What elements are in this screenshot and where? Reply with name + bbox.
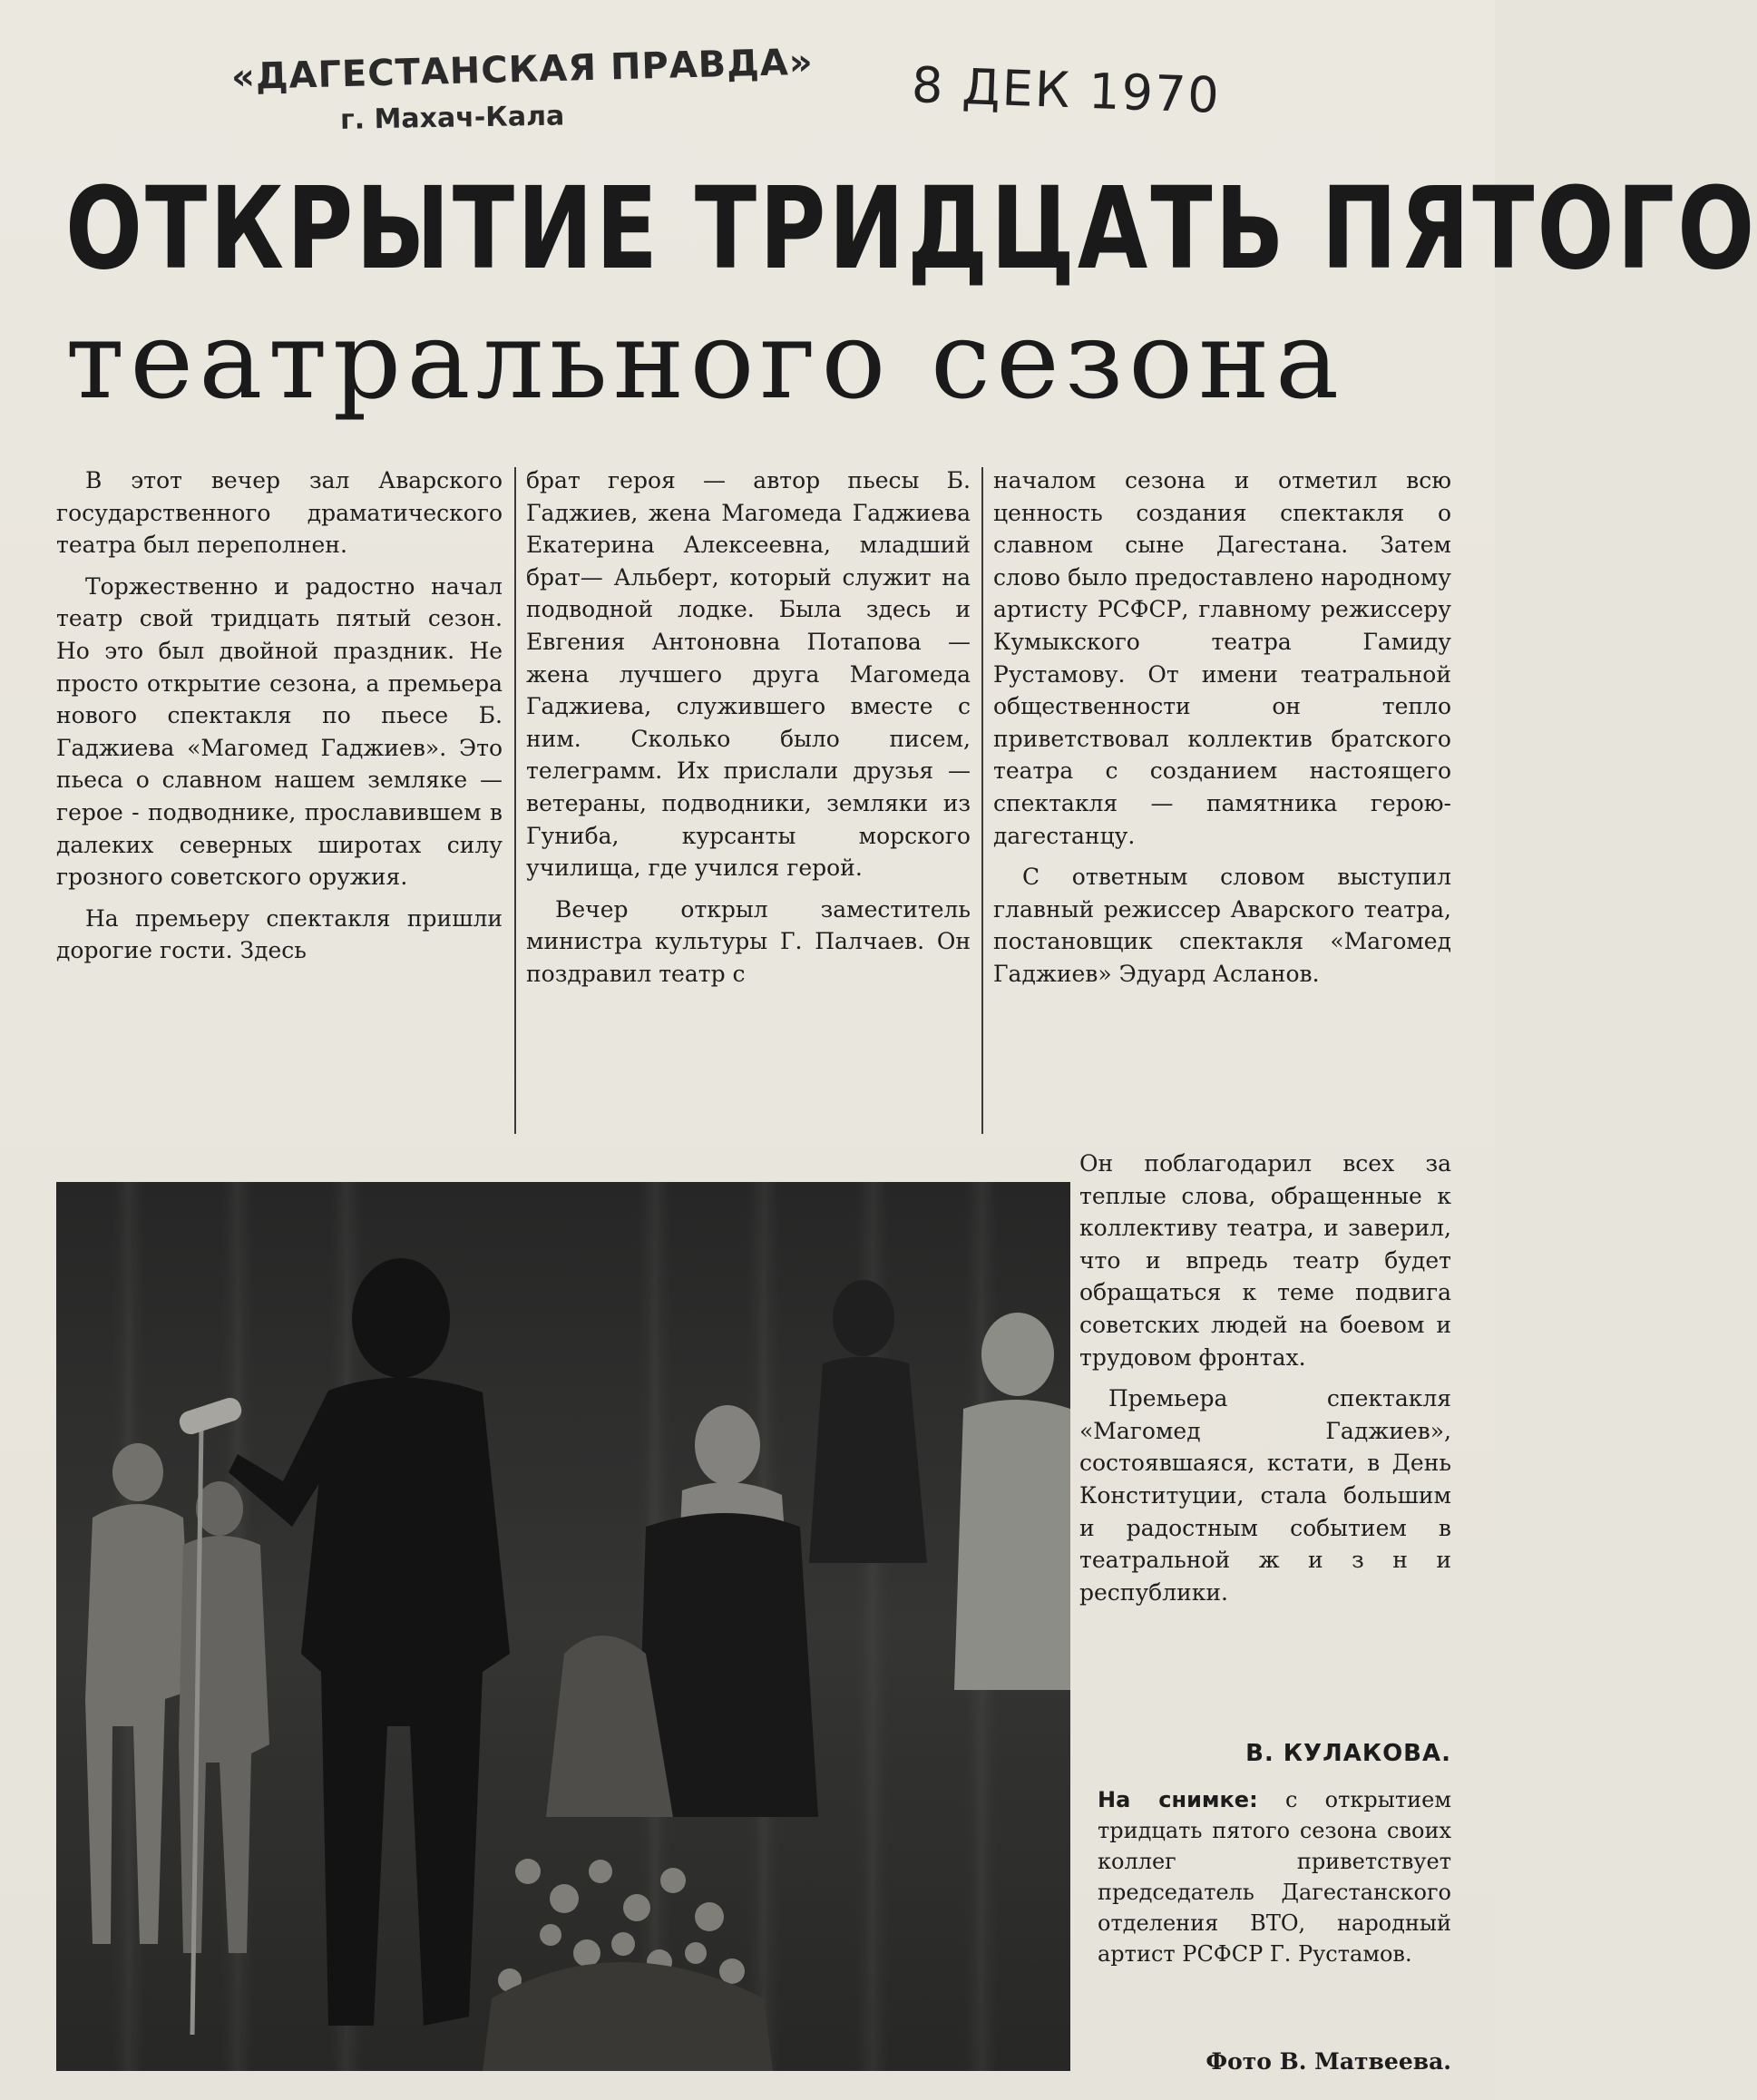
paragraph: Вечер открыл заместитель министра культуры Г. Палчаев. Он поздравил театр с <box>526 895 971 987</box>
column-divider <box>514 467 516 1134</box>
photo-credit: Фото В. Матвеева. <box>1205 2048 1451 2075</box>
paragraph: брат героя — автор пьесы Б. Гаджиев, жена Магомеда Гаджиева Екатерина Алексеевна, младший брат— Альберт, который служит на подводной лодке. Была здесь и Евгения Антоновна Потапова — жена лучшего друга Магомеда Гаджиева, служившего вместе с ним. Сколько было писем, телеграмм. Их прислали друзья — ветераны, подводники, земляки из Гуниба, курсанты морского училища, где учился герой. <box>526 467 971 882</box>
article-author: В. КУЛАКОВА. <box>1245 1740 1451 1767</box>
headline-line-1: ОТКРЫТИЕ ТРИДЦАТЬ ПЯТОГО <box>65 161 1757 295</box>
paragraph: В этот вечер зал Аварского государственного драматического театра был переполнен. <box>56 467 503 559</box>
article-column-2 <box>526 464 971 991</box>
news-photo <box>56 1182 1070 2071</box>
paragraph: Он поблагодарил всех за теплые слова, обращенные к коллективу театра, и заверил, что и впредь театр будет обращаться к теме подвига советских людей на боевом и трудовом фронтах. <box>1079 1150 1451 1371</box>
paragraph: началом сезона и отметил всю ценность создания спектакля о славном сыне Дагестана. Затем слово было предоставлено народному артисту РСФСР, главному режиссеру Кумыкского театра Гамиду Рустамову. От имени театральной общественности он тепло приветствовал коллектив братского театра с созданием настоящего спектакля — памятника герою-дагестанцу. <box>993 467 1451 849</box>
paragraph: Торжественно и радостно начал театр свой тридцать пятый сезон. Но это был двойной праздник. Не просто открытие сезона, а премьера нового спектакля по пьесе Б. Гаджиева «Магомед Гаджиев». Это пьеса о славном нашем земляке — герое - подводнике, прославившем в далеких северных широтах силу грозного советского оружия. <box>56 572 503 891</box>
article-column-3 <box>993 464 1451 991</box>
photo-illustration <box>56 1182 1070 2071</box>
column-divider <box>981 467 983 1134</box>
caption-text: с открытием тридцать пятого сезона своих коллег приветствует председатель Дагестанского отделения ВТО, народный артист РСФСР Г. Рустамов. <box>1098 1787 1451 1967</box>
paragraph: Премьера спектакля «Магомед Гаджиев», состоявшаяся, кстати, в День Конституции, стала большим и радостным событием в театральной ж и з н и республики. <box>1079 1385 1451 1606</box>
masthead-stamp <box>230 41 815 136</box>
paragraph: С ответным словом выступил главный режиссер Аварского театра, постановщик спектакля «Магомед Гаджиев» Эдуард Асланов. <box>993 864 1451 987</box>
article-column-3-continued <box>1079 1148 1451 1608</box>
paragraph: На премьеру спектакля пришли дорогие гости. Здесь <box>56 904 503 964</box>
article-column-1 <box>56 464 503 967</box>
headline-line-2: театрального сезона <box>65 298 1345 423</box>
photo-caption <box>1098 1784 1451 1969</box>
newspaper-city: г. Махач-Кала <box>339 100 565 136</box>
caption-lead: На снимке: <box>1098 1787 1258 1812</box>
date-stamp: 8 ДЕК 1970 <box>911 56 1222 124</box>
newspaper-name: «ДАГЕСТАНСКАЯ ПРАВДА» <box>230 41 815 99</box>
